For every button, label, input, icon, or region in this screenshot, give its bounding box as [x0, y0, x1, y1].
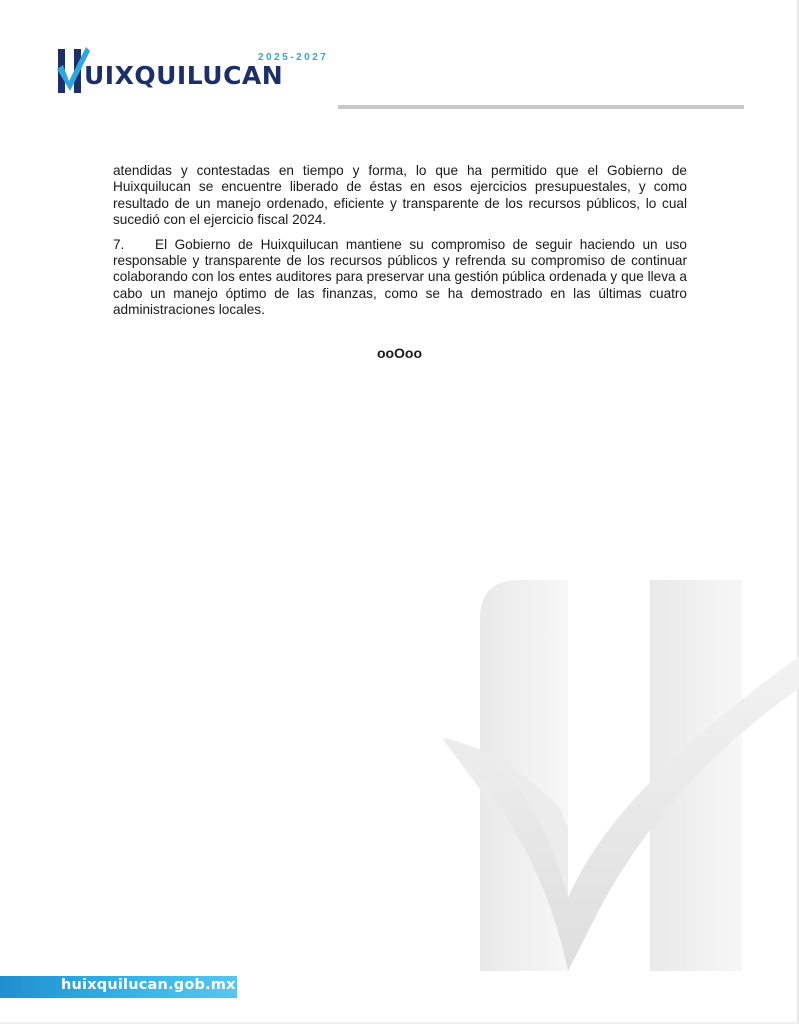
- footer-url-link[interactable]: huixquilucan.gob.mx: [61, 977, 236, 993]
- logo-wordmark: UIXQUILUCAN: [84, 61, 284, 90]
- paragraph-item-7: [113, 237, 687, 319]
- item-7-text: El Gobierno de Huixquilucan mantiene su compromiso de seguir haciendo un uso responsable y transparente de los recursos públicos y refrenda su compromiso de continuar colaborando con los entes auditores para preservar una gestión pública ordenada y que lleva a cabo un manejo óptimo de las finanzas, como se ha demostrado en las últimas cuatro administraciones locales.: [113, 236, 687, 318]
- h-watermark-icon: [440, 578, 799, 973]
- header-divider: [338, 105, 744, 109]
- document-body: [113, 163, 687, 327]
- paragraph-continued: atendidas y contestadas en tiempo y forma, lo que ha permitido que el Gobierno de Huixquilucan se encuentre liberado de éstas en esos ejercicios presupuestales, y como resultado de un manejo ordenado, eficiente y transparente de los recursos públicos, lo cual sucedió con el ejercicio fiscal 2024.: [113, 163, 687, 228]
- item-number: 7.: [113, 236, 125, 252]
- closing-mark: ooOoo: [376, 345, 423, 361]
- logo-years: 2025-2027: [258, 52, 329, 63]
